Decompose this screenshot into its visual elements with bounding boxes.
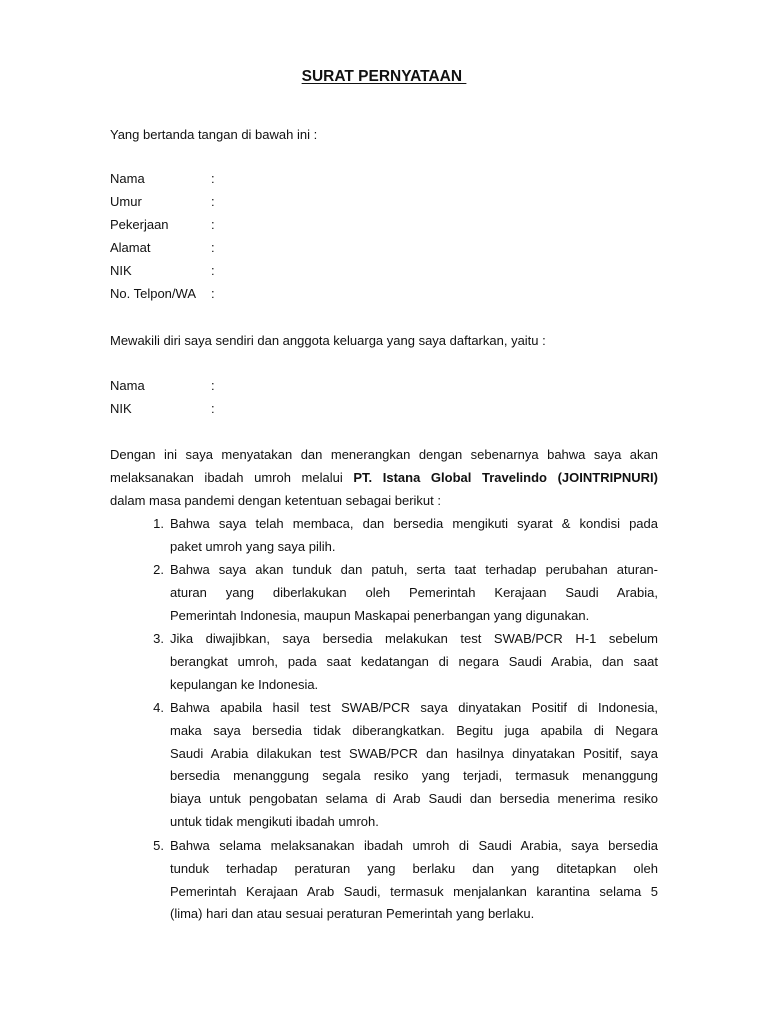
- list-line: Pemerintah Kerajaan Arab Saudi, termasuk menjalankan karantina selama 5: [170, 883, 658, 899]
- list-line: maka saya bersedia tidak diberangkatkan. Begitu juga apabila di Negara: [170, 722, 658, 738]
- list-item-text: [170, 559, 658, 627]
- list-line: Bahwa saya telah membaca, dan bersedia mengikuti syarat & kondisi pada: [170, 516, 658, 531]
- list-number: 1.: [153, 516, 164, 531]
- family-field-label-nik: NIK: [110, 401, 132, 416]
- field-label-pekerjaan: Pekerjaan: [110, 217, 169, 232]
- list-line: (lima) hari dan atau sesuai peraturan Pemerintah yang berlaku.: [170, 906, 535, 922]
- statement-line: [110, 467, 658, 490]
- field-colon: :: [211, 401, 215, 416]
- field-label-alamat: Alamat: [110, 240, 151, 255]
- list-item-text: [170, 835, 658, 926]
- list-number: 5.: [153, 838, 164, 853]
- field-colon: :: [211, 171, 215, 186]
- statement-line: dalam masa pandemi dengan ketentuan sebagai berikut :: [110, 492, 441, 508]
- list-item-text: [170, 513, 658, 559]
- family-field-label-nama: Nama: [110, 378, 145, 393]
- field-colon: :: [211, 263, 215, 278]
- list-line: aturan yang diberlakukan oleh Pemerintah Kerajaan Saudi Arabia,: [170, 584, 658, 600]
- statement-line: Dengan ini saya menyatakan dan menerangkan dengan sebenarnya bahwa saya akan: [110, 447, 658, 462]
- list-line: Bahwa selama melaksanakan ibadah umroh di Saudi Arabia, saya bersedia: [170, 838, 658, 853]
- document-title: SURAT PERNYATAAN: [301, 68, 467, 85]
- list-number: 2.: [153, 562, 164, 577]
- statement-line-prefix: melaksanakan ibadah umroh melalui: [110, 469, 354, 485]
- field-colon: :: [211, 286, 215, 301]
- list-line: biaya untuk pengobatan selama di Arab Saudi dan bersedia menerima resiko: [170, 791, 658, 807]
- list-line: Bahwa apabila hasil test SWAB/PCR saya dinyatakan Positif di Indonesia,: [170, 700, 658, 715]
- company-name: PT. Istana Global Travelindo (JOINTRIPNURI): [353, 469, 658, 485]
- field-label-telpon: No. Telpon/WA: [110, 286, 196, 301]
- field-colon: :: [211, 378, 215, 393]
- field-label-nama: Nama: [110, 171, 145, 186]
- list-line: berangkat umroh, pada saat kedatangan di negara Saudi Arabia, dan saat: [170, 653, 658, 669]
- list-line: untuk tidak mengikuti ibadah umroh.: [170, 813, 379, 829]
- field-colon: :: [211, 240, 215, 255]
- field-colon: :: [211, 217, 215, 232]
- statement-paragraph: [110, 444, 658, 512]
- list-number: 4.: [153, 700, 164, 715]
- intro-text: Yang bertanda tangan di bawah ini :: [110, 127, 318, 142]
- list-line: Pemerintah Indonesia, maupun Maskapai penerbangan yang digunakan.: [170, 607, 590, 623]
- list-line: Bahwa saya akan tunduk dan patuh, serta taat terhadap perubahan aturan-: [170, 562, 658, 577]
- list-line: Jika diwajibkan, saya bersedia melakukan test SWAB/PCR H-1 sebelum: [170, 631, 658, 646]
- list-line: paket umroh yang saya pilih.: [170, 538, 336, 554]
- field-label-nik: NIK: [110, 263, 132, 278]
- list-item-text: [170, 697, 658, 834]
- list-line: kepulangan ke Indonesia.: [170, 676, 319, 692]
- list-number: 3.: [153, 631, 164, 646]
- field-colon: :: [211, 194, 215, 209]
- list-line: Saudi Arabia dilakukan test SWAB/PCR dan hasilnya dinyatakan Positif, saya: [170, 745, 658, 761]
- list-line: bersedia menanggung segala resiko yang terjadi, termasuk menanggung: [170, 768, 658, 784]
- list-item-text: [170, 628, 658, 696]
- represent-text: Mewakili diri saya sendiri dan anggota keluarga yang saya daftarkan, yaitu :: [110, 333, 546, 348]
- field-label-umur: Umur: [110, 194, 142, 209]
- list-line: tunduk terhadap peraturan yang berlaku dan yang ditetapkan oleh: [170, 860, 658, 876]
